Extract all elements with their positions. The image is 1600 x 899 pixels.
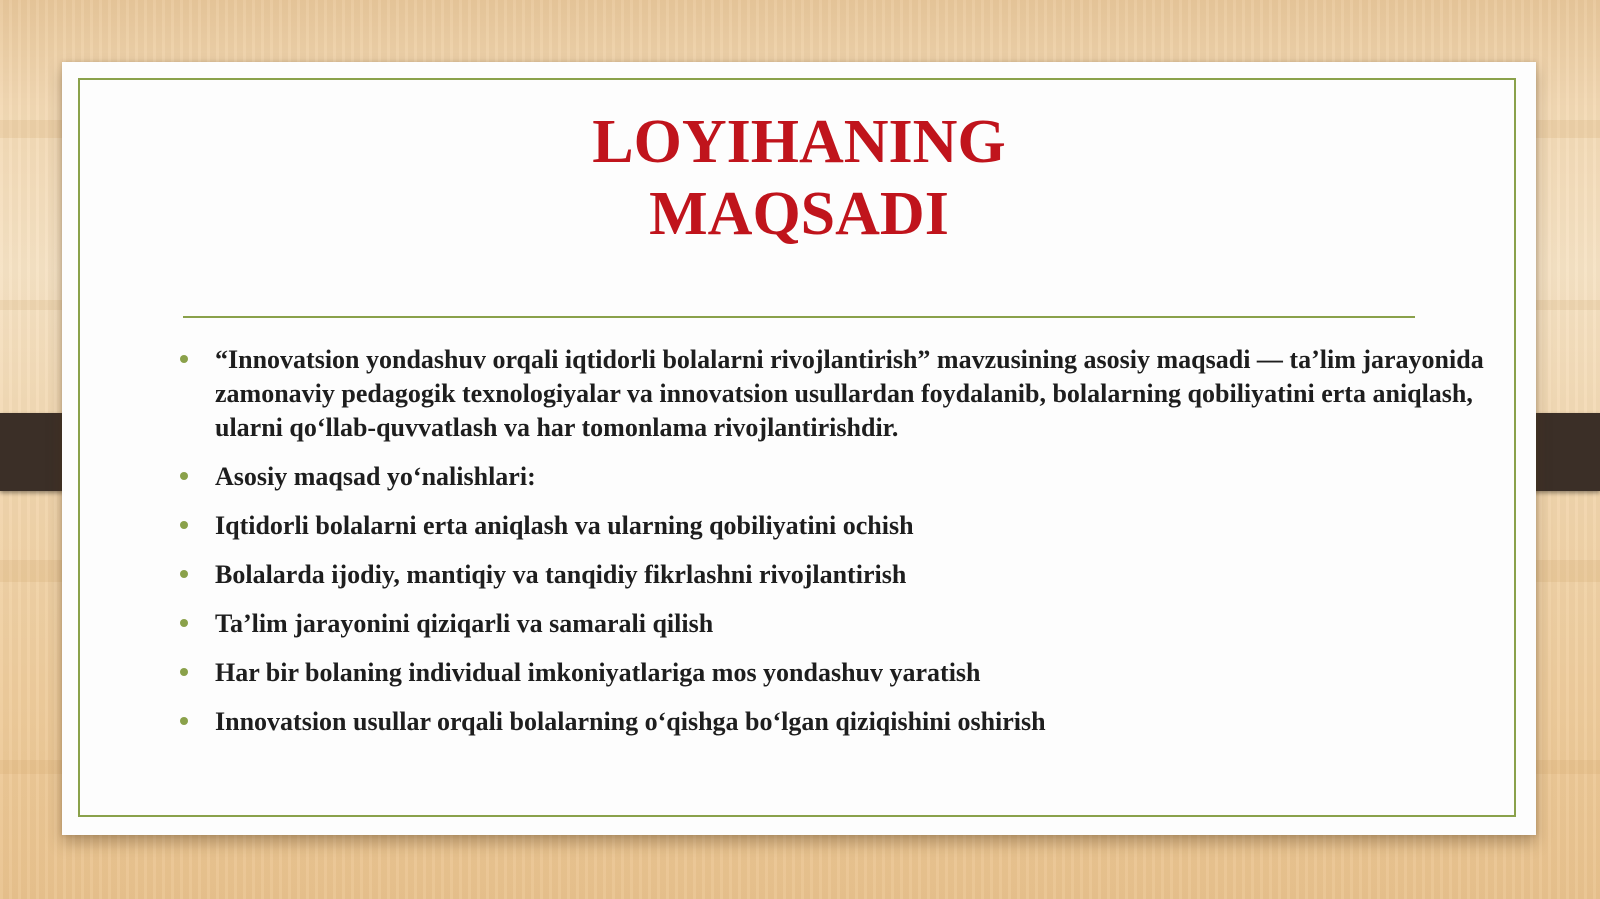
title-divider [183, 316, 1415, 318]
bullet-item-reading-interest [180, 705, 1490, 739]
bullet-item-main-goal [180, 343, 1490, 445]
bullet-text: Har bir bolaning individual imkoniyatlariga mos yondashuv yaratish [215, 658, 981, 687]
bullet-list [180, 343, 1490, 754]
bullet-dot-icon [180, 521, 188, 529]
bullet-item-thinking-skills [180, 558, 1490, 592]
bullet-text: Bolalarda ijodiy, mantiqiy va tanqidiy fikrlashni rivojlantirish [215, 560, 907, 589]
bullet-dot-icon [180, 355, 188, 363]
bullet-item-individual-approach [180, 656, 1490, 690]
bullet-text: “Innovatsion yondashuv orqali iqtidorli bolalarni rivojlantirish” mavzusining asosiy maqsadi — ta’lim jarayonida zamonaviy pedagogik texnologiyalar va innovatsion usullardan foydalanib, bolalarning qobiliyatini erta aniqlash, ularni qo‘llab-quvvatlash va har tomonlama rivojlantirishdir. [215, 345, 1484, 442]
bullet-text: Asosiy maqsad yo‘nalishlari: [215, 462, 536, 491]
bullet-text: Iqtidorli bolalarni erta aniqlash va ularning qobiliyatini ochish [215, 511, 914, 540]
bullet-item-early-detection [180, 509, 1490, 543]
bullet-dot-icon [180, 570, 188, 578]
slide-title [62, 106, 1536, 250]
bullet-text: Innovatsion usullar orqali bolalarning o‘qishga bo‘lgan qiziqishini oshirish [215, 707, 1046, 736]
bullet-dot-icon [180, 472, 188, 480]
title-line-1: LOYIHANING [592, 108, 1006, 176]
title-line-2: MAQSADI [649, 180, 949, 248]
bullet-dot-icon [180, 619, 188, 627]
slide-card [62, 62, 1536, 835]
bullet-dot-icon [180, 668, 188, 676]
bullet-text: Ta’lim jarayonini qiziqarli va samarali qilish [215, 609, 714, 638]
bullet-dot-icon [180, 717, 188, 725]
bullet-item-engaging-education [180, 607, 1490, 641]
bullet-item-directions-heading [180, 460, 1490, 494]
